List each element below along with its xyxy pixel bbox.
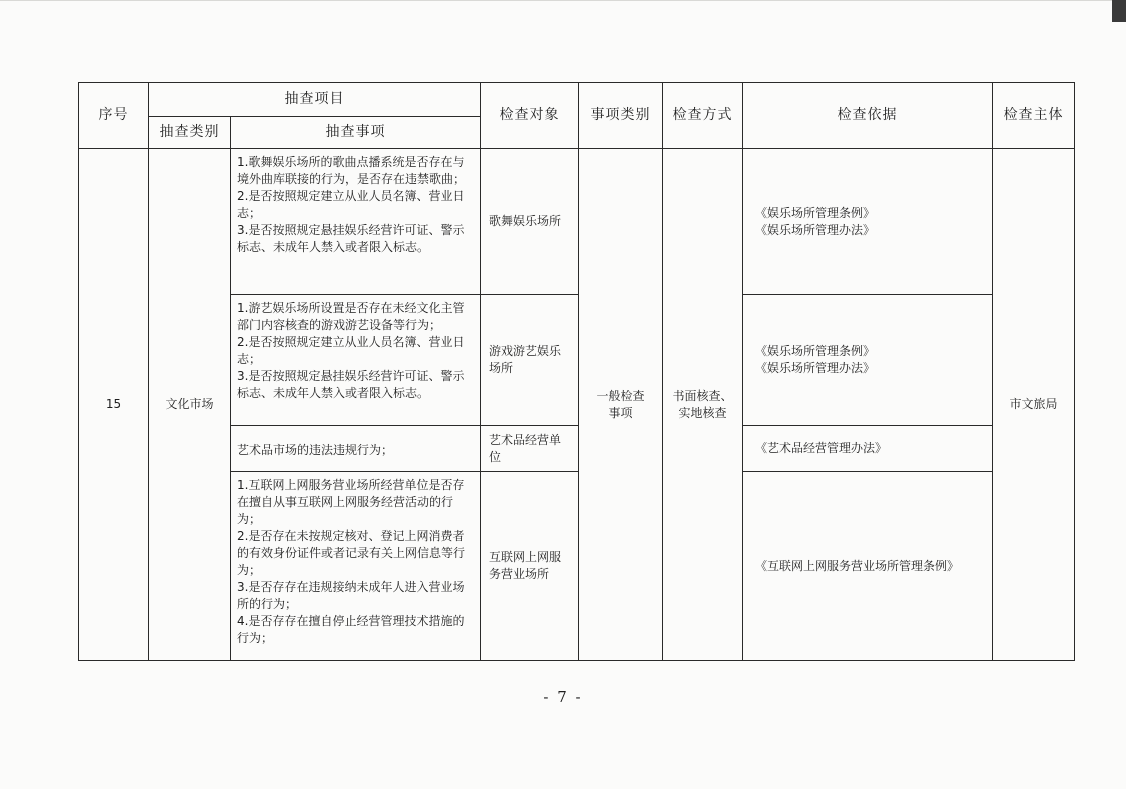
- basis-line: 《娱乐场所管理条例》: [755, 205, 876, 220]
- spot-matter-line: 2.是否按照规定建立从业人员名簿、营业日志；: [237, 335, 465, 366]
- basis-line: 《娱乐场所管理条例》: [755, 344, 876, 358]
- header-matter-type: 事项类别: [579, 83, 663, 149]
- header-method: 检查方式: [663, 83, 743, 149]
- spot-matter-line: 3.是否按照规定悬挂娱乐经营许可证、警示标志、未成年人禁入或者限入标志。: [237, 369, 465, 400]
- spot-matter-group-4: [231, 472, 481, 661]
- page-number: - 7 -: [543, 688, 583, 706]
- basis-line: 《艺术品经营管理办法》: [755, 441, 888, 455]
- spot-matter-line: 2.是否存在未按规定核对、登记上网消费者的有效身份证件或者记录有关上网信息等行为；: [237, 529, 466, 577]
- header-seq: 序号: [79, 83, 149, 149]
- spot-matter-line: 3.是否按照规定悬挂娱乐经营许可证、警示标志、未成年人禁入或者限入标志。: [237, 223, 465, 254]
- spot-matter-group-2: [231, 295, 481, 426]
- header-authority: 检查主体: [993, 83, 1075, 149]
- scan-corner-mark: [1112, 0, 1126, 22]
- row-category: 文化市场: [149, 149, 231, 661]
- basis-group-3: [743, 426, 993, 472]
- basis-group-1: [743, 149, 993, 295]
- method-text: 书面核查、实地核查: [672, 388, 733, 420]
- scan-edge-line: [0, 0, 1126, 1]
- basis-line: 《娱乐场所管理办法》: [755, 361, 876, 375]
- basis-group-2: [743, 295, 993, 426]
- spot-matter-group-1: [231, 149, 481, 295]
- basis-group-4: [743, 472, 993, 661]
- row-matter-type: [579, 149, 663, 661]
- spot-matter-line: 4.是否存存在擅自停止经营管理技术措施的行为；: [237, 614, 465, 645]
- header-spot-category: 抽查类别: [149, 117, 231, 149]
- basis-line: 《互联网上网服务营业场所管理条例》: [755, 558, 960, 573]
- row-seq: 15: [79, 149, 149, 661]
- header-target: 检查对象: [481, 83, 579, 149]
- spot-matter-line: 1.歌舞娱乐场所的歌曲点播系统是否存在与境外曲库联接的行为，是否存在违禁歌曲；: [237, 155, 466, 186]
- row-authority: 市文旅局: [993, 149, 1075, 661]
- inspection-table: [78, 82, 1075, 661]
- spot-matter-line: 1.游艺娱乐场所设置是否存在未经文化主管部门内容核查的游戏游艺设备等行为；: [237, 301, 465, 332]
- spot-matter-line: 艺术品市场的违法违规行为；: [237, 442, 394, 457]
- spot-matter-line: 3.是否存存在违规接纳未成年人进入营业场所的行为；: [237, 580, 465, 611]
- spot-matter-group-3: [231, 426, 481, 472]
- target-group-3: 艺术品经营单位: [481, 426, 579, 472]
- spot-matter-line: 2.是否按照规定建立从业人员名簿、营业日志；: [237, 189, 465, 220]
- header-spot-item: 抽查项目: [149, 83, 481, 117]
- header-basis: 检查依据: [743, 83, 993, 149]
- spot-matter-line: 1.互联网上网服务营业场所经营单位是否存在擅自从事互联网上网服务经营活动的行为；: [237, 478, 465, 526]
- header-row-top: [79, 83, 1075, 117]
- target-group-2: 游戏游艺娱乐场所: [481, 295, 579, 426]
- row-method: [663, 149, 743, 661]
- header-spot-matter: 抽查事项: [231, 117, 481, 149]
- table-row: [79, 149, 1075, 295]
- target-group-4: 互联网上网服务营业场所: [481, 472, 579, 661]
- matter-type-text: 一般检查事项: [596, 388, 645, 420]
- basis-line: 《娱乐场所管理办法》: [755, 222, 876, 237]
- target-group-1: 歌舞娱乐场所: [481, 149, 579, 295]
